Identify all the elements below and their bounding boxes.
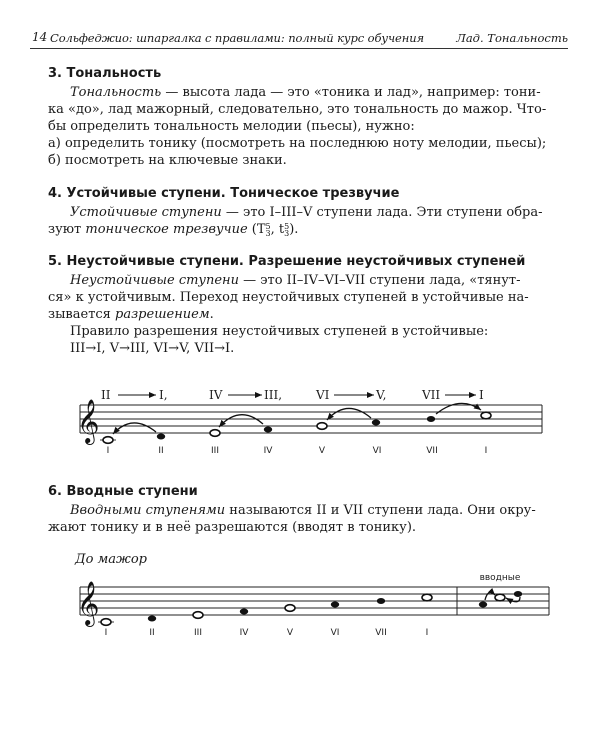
section-3-heading: 3. Тональность bbox=[48, 66, 162, 81]
term-tonic-triad: тоническое трезвучие bbox=[85, 222, 248, 237]
svg-text:VII: VII bbox=[375, 628, 387, 638]
arrow-from-IV: IV bbox=[209, 388, 223, 402]
section-6-body: Вводными ступенями называются II и VII ступени лада. Они окру- жают тонику и в неё разрешаются (вводят в тонику). bbox=[48, 503, 536, 535]
section-5-body: Неустойчивые ступени — это II–IV–VI–VII ступени лада, «тянут- ся» к устойчивым. Переход неустойчивых ступеней в устойчивые на- зывается разрешением. Правило разрешения неустойчивых ступеней в устойчивые: III→I, V→III, VI→V, VII→I. bbox=[48, 273, 529, 356]
whole-note-I bbox=[101, 619, 111, 626]
section-5-heading: 5. Неустойчивые ступени. Разрешение неустойчивых ступеней bbox=[48, 254, 526, 269]
section-6-heading: 6. Вводные ступени bbox=[48, 484, 198, 499]
page-number: 14 bbox=[32, 30, 48, 44]
treble-clef-icon: 𝄞 bbox=[77, 399, 100, 443]
note-VII bbox=[377, 598, 385, 604]
svg-text:IV: IV bbox=[263, 446, 273, 456]
svg-text:V: V bbox=[318, 446, 326, 456]
leading-note-VII bbox=[479, 602, 487, 608]
term-resolution: разрешением bbox=[115, 307, 210, 322]
note-IV bbox=[240, 609, 248, 615]
arrow-from-VI: VI bbox=[316, 388, 330, 402]
whole-note-I bbox=[103, 437, 113, 444]
fraction-5-3-minor: 5 3 bbox=[284, 222, 290, 238]
arrow-to-III: III, bbox=[264, 388, 283, 402]
section-3-body: Тональность — высота лада — это «тоника и лад», например: тони- ка «до», лад мажорный, следовательно, это тональность до мажор. Что- бы определить тональность мелодии (пьесы), нужно: а) определить тонику (посмотреть на последнюю ноту мелодии, пьесы); б) посмотреть на ключевые знаки. bbox=[48, 85, 547, 168]
section-4-heading: 4. Устойчивые ступени. Тоническое трезвучие bbox=[48, 186, 400, 201]
svg-text:I: I bbox=[425, 628, 429, 638]
note-VI bbox=[331, 602, 339, 608]
note-II bbox=[157, 434, 165, 440]
note-IV bbox=[264, 427, 272, 433]
book-title: Сольфеджио: шпаргалка с правилами: полный курс обучения bbox=[50, 31, 425, 45]
whole-note-V bbox=[285, 605, 295, 612]
whole-note-V bbox=[317, 423, 327, 430]
svg-text:III: III bbox=[194, 628, 202, 638]
leading-tones-label: вводные bbox=[479, 573, 521, 583]
term-leading-degrees: Вводными ступенями bbox=[70, 503, 226, 518]
section-4-body: Устойчивые ступени — это I–III–V ступени лада. Эти ступени обра- зуют тоническое трезвучие (T5 3, t5 3). bbox=[48, 205, 543, 238]
staff-lines bbox=[80, 405, 542, 433]
whole-note-I-octave bbox=[422, 594, 432, 601]
svg-text:VI: VI bbox=[330, 628, 340, 638]
note-VI bbox=[372, 420, 380, 426]
arrow-to-V: V, bbox=[376, 388, 387, 402]
whole-note-I-tonic bbox=[495, 594, 505, 601]
whole-note-I-octave bbox=[481, 412, 491, 419]
scale-degree-labels bbox=[105, 628, 429, 638]
svg-text:II: II bbox=[149, 628, 155, 638]
chapter-title: Лад. Тональность bbox=[456, 31, 568, 45]
arrow-from-II: II bbox=[101, 388, 111, 402]
whole-note-III bbox=[210, 430, 220, 437]
svg-text:I: I bbox=[104, 628, 108, 638]
svg-text:V: V bbox=[286, 628, 294, 638]
svg-text:I: I bbox=[484, 446, 488, 456]
term-tonality: Тональность bbox=[70, 85, 162, 100]
fraction-5-3: 5 3 bbox=[265, 222, 271, 238]
svg-text:I: I bbox=[106, 446, 110, 456]
svg-text:VI: VI bbox=[372, 446, 382, 456]
staff-2-lines bbox=[80, 587, 549, 615]
note-II bbox=[148, 616, 156, 622]
resolution-arrows bbox=[101, 388, 484, 402]
arrow-to-I: I, bbox=[159, 388, 168, 402]
svg-text:VII: VII bbox=[426, 446, 438, 456]
note-VII bbox=[427, 416, 435, 422]
degree-labels bbox=[107, 446, 488, 456]
treble-clef-icon: 𝄞 bbox=[77, 581, 100, 625]
whole-note-III bbox=[193, 612, 203, 619]
key-label: До мажор bbox=[75, 552, 147, 567]
leading-note-II bbox=[514, 591, 522, 597]
term-unstable-degrees: Неустойчивые ступени bbox=[70, 273, 239, 288]
arrow-from-VII: VII bbox=[422, 388, 441, 402]
notes bbox=[100, 412, 491, 443]
svg-text:III: III bbox=[211, 446, 219, 456]
svg-text:IV: IV bbox=[239, 628, 249, 638]
arrow-to-I-final: I bbox=[479, 388, 484, 402]
term-stable-degrees: Устойчивые ступени bbox=[70, 205, 222, 220]
svg-text:II: II bbox=[158, 446, 164, 456]
